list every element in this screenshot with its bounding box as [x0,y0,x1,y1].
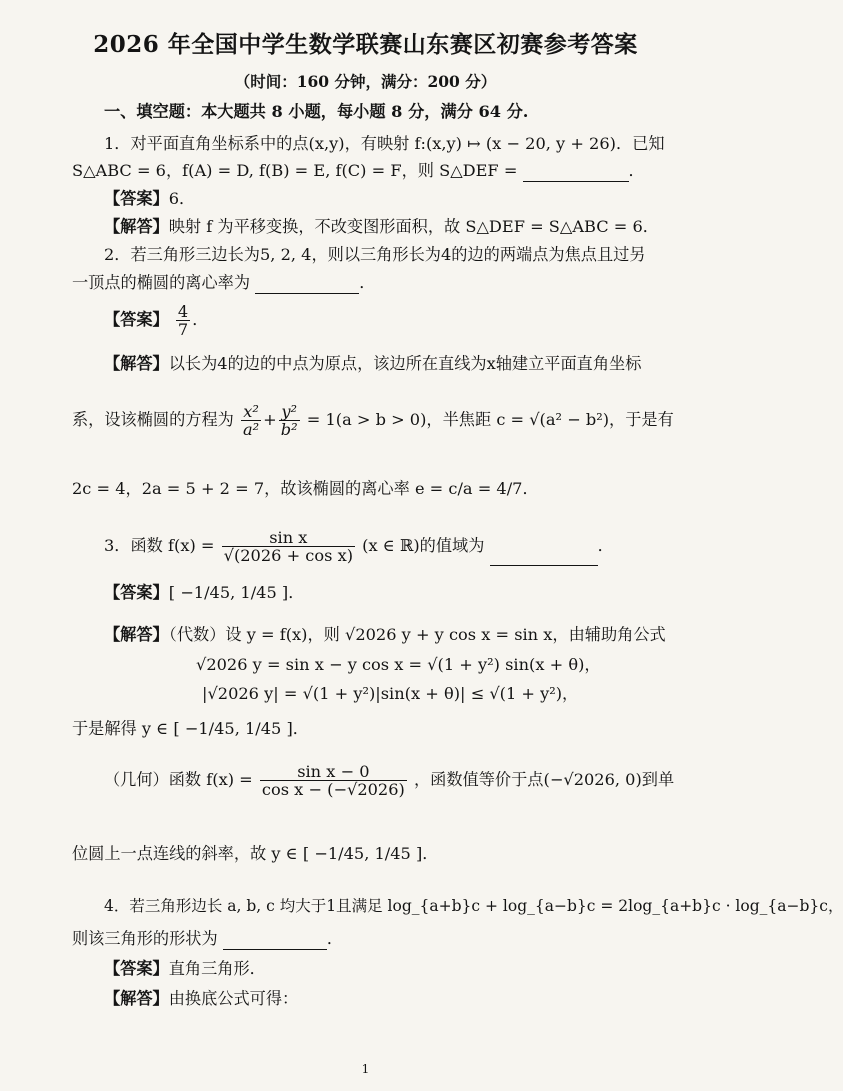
q2-solution-line2: 系，设该椭圆的方程为 $\frac{\text{x²}}{\text{a²}}$ + $\frac{\text{y²}}{\text{b²}}$ = 1(a > b > 0)，半焦距 c = √(a² − b²)，于是有 [72,402,674,439]
q3-solution-line2: √2026 y = sin x − y cos x = √(1 + y²) sin(x + θ)， [196,655,601,674]
q2-answer-numerator: 4 [177,302,189,321]
q3-answer [104,582,304,604]
q3-geo-b: ，函数值等价于点(−√2026, 0)到单 [414,770,675,789]
q4-solution-text: 由换底公式可得： [168,989,299,1008]
solution-label: 【解答】 [104,989,169,1008]
q1-line2-text: S△ABC = 6，f(A) = D, f(B) = E, f(C) = F，则 S△DEF = [72,161,518,180]
q2-answer-denominator: 7 [177,320,189,339]
q4-line2-text: 则该三角形的形状为 [72,929,218,948]
q3-geometry-line1 [104,760,674,800]
q3-line1-b: (x ∈ ℝ)的值域为 [362,536,485,555]
q4-line2: 则该三角形的形状为 ． [72,929,344,948]
q1-solution [104,216,659,238]
q1-solution-text: 映射 f 为平移变换，不改变图形面积，故 S△DEF = S△ABC = 6． [168,217,659,236]
q3-solution-line4: 于是解得 y ∈ [ −1/45, 1/45 ]． [72,719,309,738]
q2-sol2-b: = 1(a > b > 0)，半焦距 c = √(a² − b²)，于是有 [306,410,674,429]
q3-function-fraction [222,529,355,564]
solution-label: 【解答】 [104,354,169,373]
page-title: 2026 年全国中学生数学联赛山东赛区初赛参考答案 [93,31,638,58]
solution-label: 【解答】 [104,625,169,644]
q2-line1: 2．若三角形三边长为5, 2, 4，则以三角形长为4的边的两端点为焦点且过另 [104,245,646,264]
q2-line2: 一顶点的椭圆的离心率为 ． [72,273,376,292]
q4-answer-value: 直角三角形． [168,959,266,978]
q3-geo-a: 函数 f(x) = [168,770,253,789]
q4-answer-blank [223,933,327,950]
q2-solution-text: 以长为4的边的中点为原点，该边所在直线为x轴建立平面直角坐标 [168,354,642,373]
q4-answer [104,958,266,980]
q3-answer-blank [490,549,598,566]
ellipse-x-term: $\frac{\text{x²}}{\text{a²}}$ [243,402,260,439]
q2-solution-line1 [104,353,641,375]
q1-answer-value: 6． [168,189,196,208]
page-subtitle: （时间：160 分钟，满分：200 分） [234,72,497,91]
q3-line1-a: 3．函数 f(x) = [104,536,215,555]
q1-answer-blank [523,165,629,182]
section-heading: 一、填空题：本大题共 8 小题，每小题 8 分，满分 64 分. [104,102,529,121]
q3-geo-numerator: sin x − 0 [260,763,407,781]
q1-line2: S△ABC = 6，f(A) = D, f(B) = E, f(C) = F，则 S△DEF = ． [72,161,645,180]
q3-fraction-denominator: √(2026 + cos x) [223,546,354,565]
q3-geo-label: （几何） [104,770,169,789]
solution-label: 【解答】 [104,217,169,236]
answer-label: 【答案】 [104,189,169,208]
q2-answer: 【答案】 $\frac{4}{7}$ ． [104,302,209,339]
answer-label: 【答案】 [104,583,169,602]
q1-line1: 1．对平面直角坐标系中的点(x,y)，有映射 f:(x,y) ↦ (x − 20, y + 26)．已知 [104,134,665,153]
q2-answer-fraction [176,303,190,338]
q3-answer-value: [ −1/45, 1/45 ]． [168,583,305,602]
q3-solution-text: （代数）设 y = f(x)，则 √2026 y + y cos x = sin x，由辅助角公式 [168,625,666,644]
q4-solution [104,988,298,1010]
q3-solution-line1 [104,624,666,646]
q4-line1: 4．若三角形边长 a, b, c 均大于1且满足 log_{a+b}c + log_{a−b}c = 2log_{a+b}c · log_{a−b}c， [104,897,843,915]
q3-solution-line3: |√2026 y| = √(1 + y²)|sin(x + θ)| ≤ √(1 + y²)， [202,684,579,703]
ellipse-y-term: $\frac{\text{y²}}{\text{b²}}$ [280,402,298,439]
q2-answer-blank [255,277,359,294]
answer-label: 【答案】 [104,959,169,978]
q1-answer [104,188,195,210]
answer-label: 【答案】 [104,310,169,329]
q2-sol2-a: 系，设该椭圆的方程为 [72,410,234,429]
q2-solution-line3: 2c = 4，2a = 5 + 2 = 7，故该椭圆的离心率 e = c/a = 4/7． [72,479,539,498]
page-number: 1 [361,1062,370,1076]
q3-line1: 3．函数 f(x) = $\frac{\text{sin x}}{\text{√(2026 + cos x)}}$ (x ∈ ℝ)的值域为 ． [104,528,614,565]
q3-geo-denominator: cos x − (−√2026) [261,780,405,799]
q3-geometry-line2: 位圆上一点连线的斜率，故 y ∈ [ −1/45, 1/45 ]． [72,844,439,863]
q3-fraction-numerator: sin x [222,529,355,547]
q2-line2-text: 一顶点的椭圆的离心率为 [72,273,251,292]
q3-geo-fraction [260,763,407,798]
